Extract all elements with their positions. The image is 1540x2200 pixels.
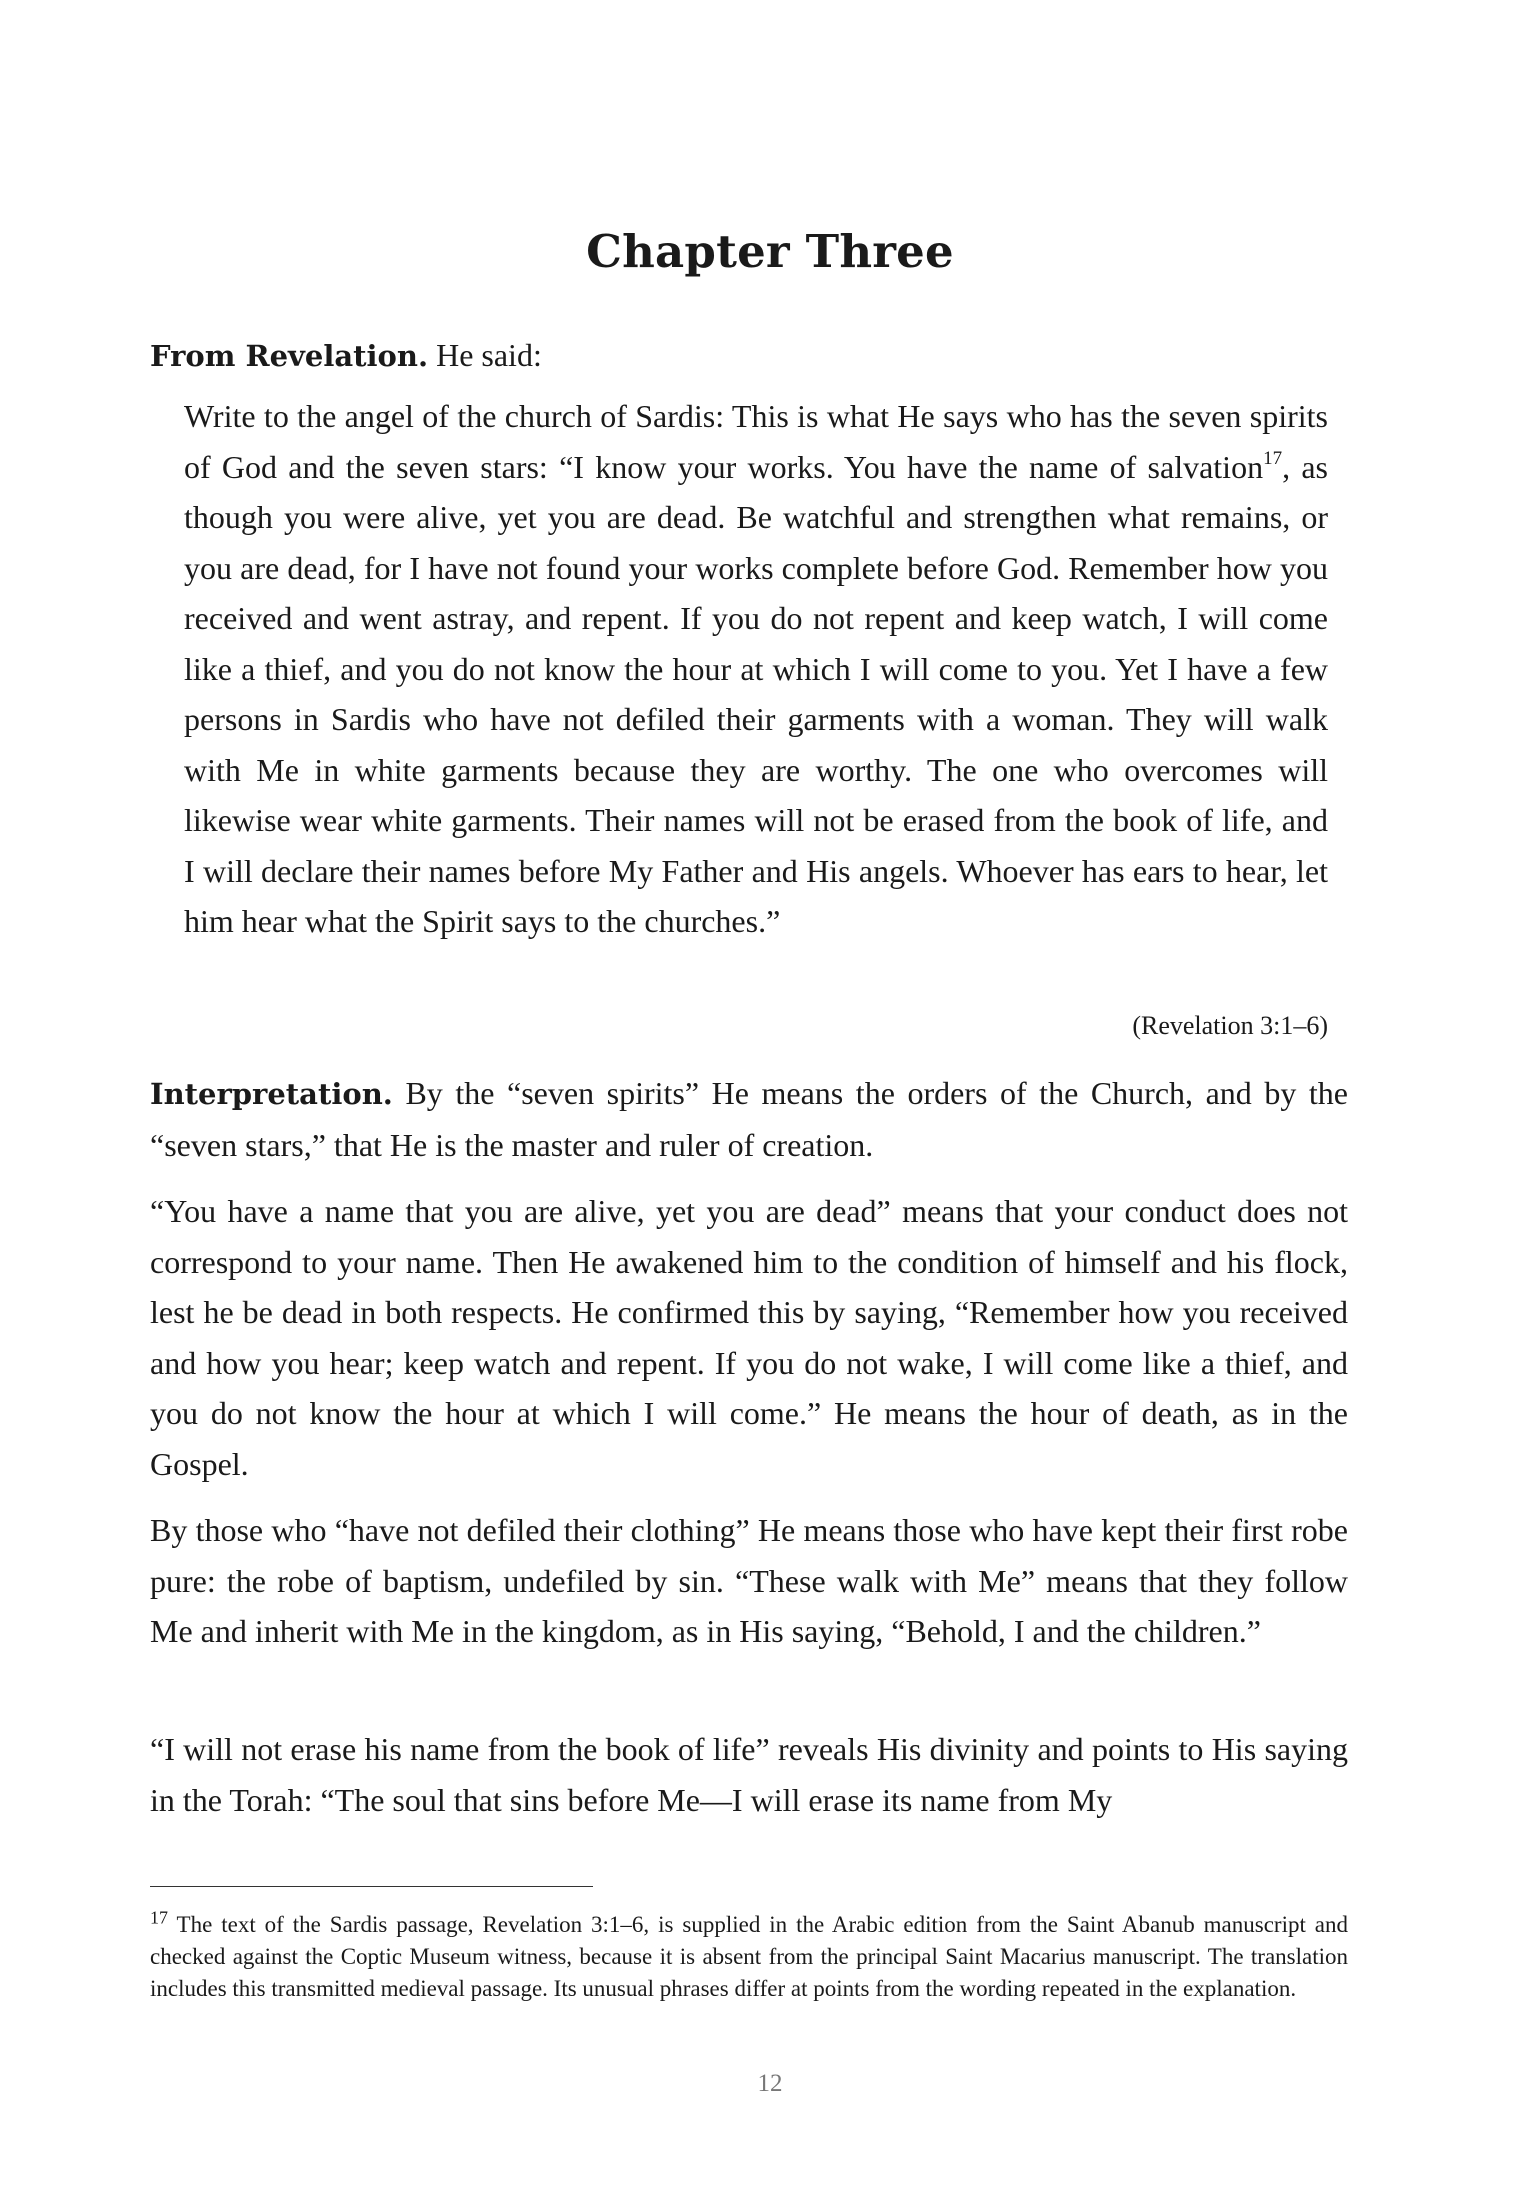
scripture-citation: (Revelation 3:1–6): [1132, 1011, 1328, 1040]
body-paragraph: “You have a name that you are alive, yet you are dead” means that your conduct does not correspond to your name. Then He awakened him to the condition of himself and his flock, lest he be dead in both respects. He confirmed this by saying, “Remember how you received and how you hear; keep watch and repent. If you do not wake, I will come like a thief, and you do not know the hour at which I will come.” He means the hour of death, as in the Gospel.: [150, 1193, 1348, 1482]
footnote-reference[interactable]: 17: [1263, 447, 1283, 469]
footnote-divider: [150, 1886, 593, 1887]
interpretation-paragraph: [150, 1068, 1348, 1170]
chapter-title: Chapter Three: [586, 225, 954, 278]
footnote-number: 17: [150, 1907, 168, 1928]
intro-lead: From Revelation.: [150, 339, 429, 373]
intro-text: He said:: [428, 337, 542, 373]
scripture-quote: [184, 391, 1328, 947]
intro-paragraph: [150, 330, 1348, 382]
footnote-text: The text of the Sardis passage, Revelation 3:1–6, is supplied in the Arabic edition from the Saint Abanub manuscript and checked against the Coptic Museum witness, because it is absent from the principal Saint Macarius manuscript. The translation includes this transmitted medieval passage. Its unusual phrases differ at points from the wording repeated in the explanation.: [150, 1912, 1348, 2001]
quote-text-before-note: Write to the angel of the church of Sardis: This is what He says who has the seven spirits of God and the seven stars: “I know your works. You have the name of salvation: [184, 398, 1328, 485]
quote-text-after-note: , as though you were alive, yet you are dead. Be watchful and strengthen what remains, or you are dead, for I have not found your works complete before God. Remember how you received and went astray, and repent. If you do not repent and keep watch, I will come like a thief, and you do not know the hour at which I will come to you. Yet I have a few persons in Sardis who have not defiled their garments with a woman. They will walk with Me in white garments because they are worthy. The one who overcomes will likewise wear white garments. Their names will not be erased from the book of life, and I will declare their names before My Father and His angels. Whoever has ears to hear, let him hear what the Spirit says to the churches.”: [184, 448, 1329, 939]
body-paragraph: By those who “have not defiled their clothing” He means those who have kept their first robe pure: the robe of baptism, undefiled by sin. “These walk with Me” means that they follow Me and inherit with Me in the kingdom, as in His saying, “Behold, I and the children.”: [150, 1512, 1348, 1649]
interpretation-lead: Interpretation.: [150, 1077, 393, 1111]
interpretation-text: By the “seven spirits” He means the orders of the Church, and by the “seven stars,” that He is the master and ruler of creation.: [150, 1075, 1348, 1163]
footnote: [150, 1909, 1348, 2005]
body-paragraph: “I will not erase his name from the book of life” reveals His divinity and points to His saying in the Torah: “The soul that sins before Me—I will erase its name from My: [150, 1731, 1348, 1818]
page-number: 12: [757, 2070, 783, 2097]
